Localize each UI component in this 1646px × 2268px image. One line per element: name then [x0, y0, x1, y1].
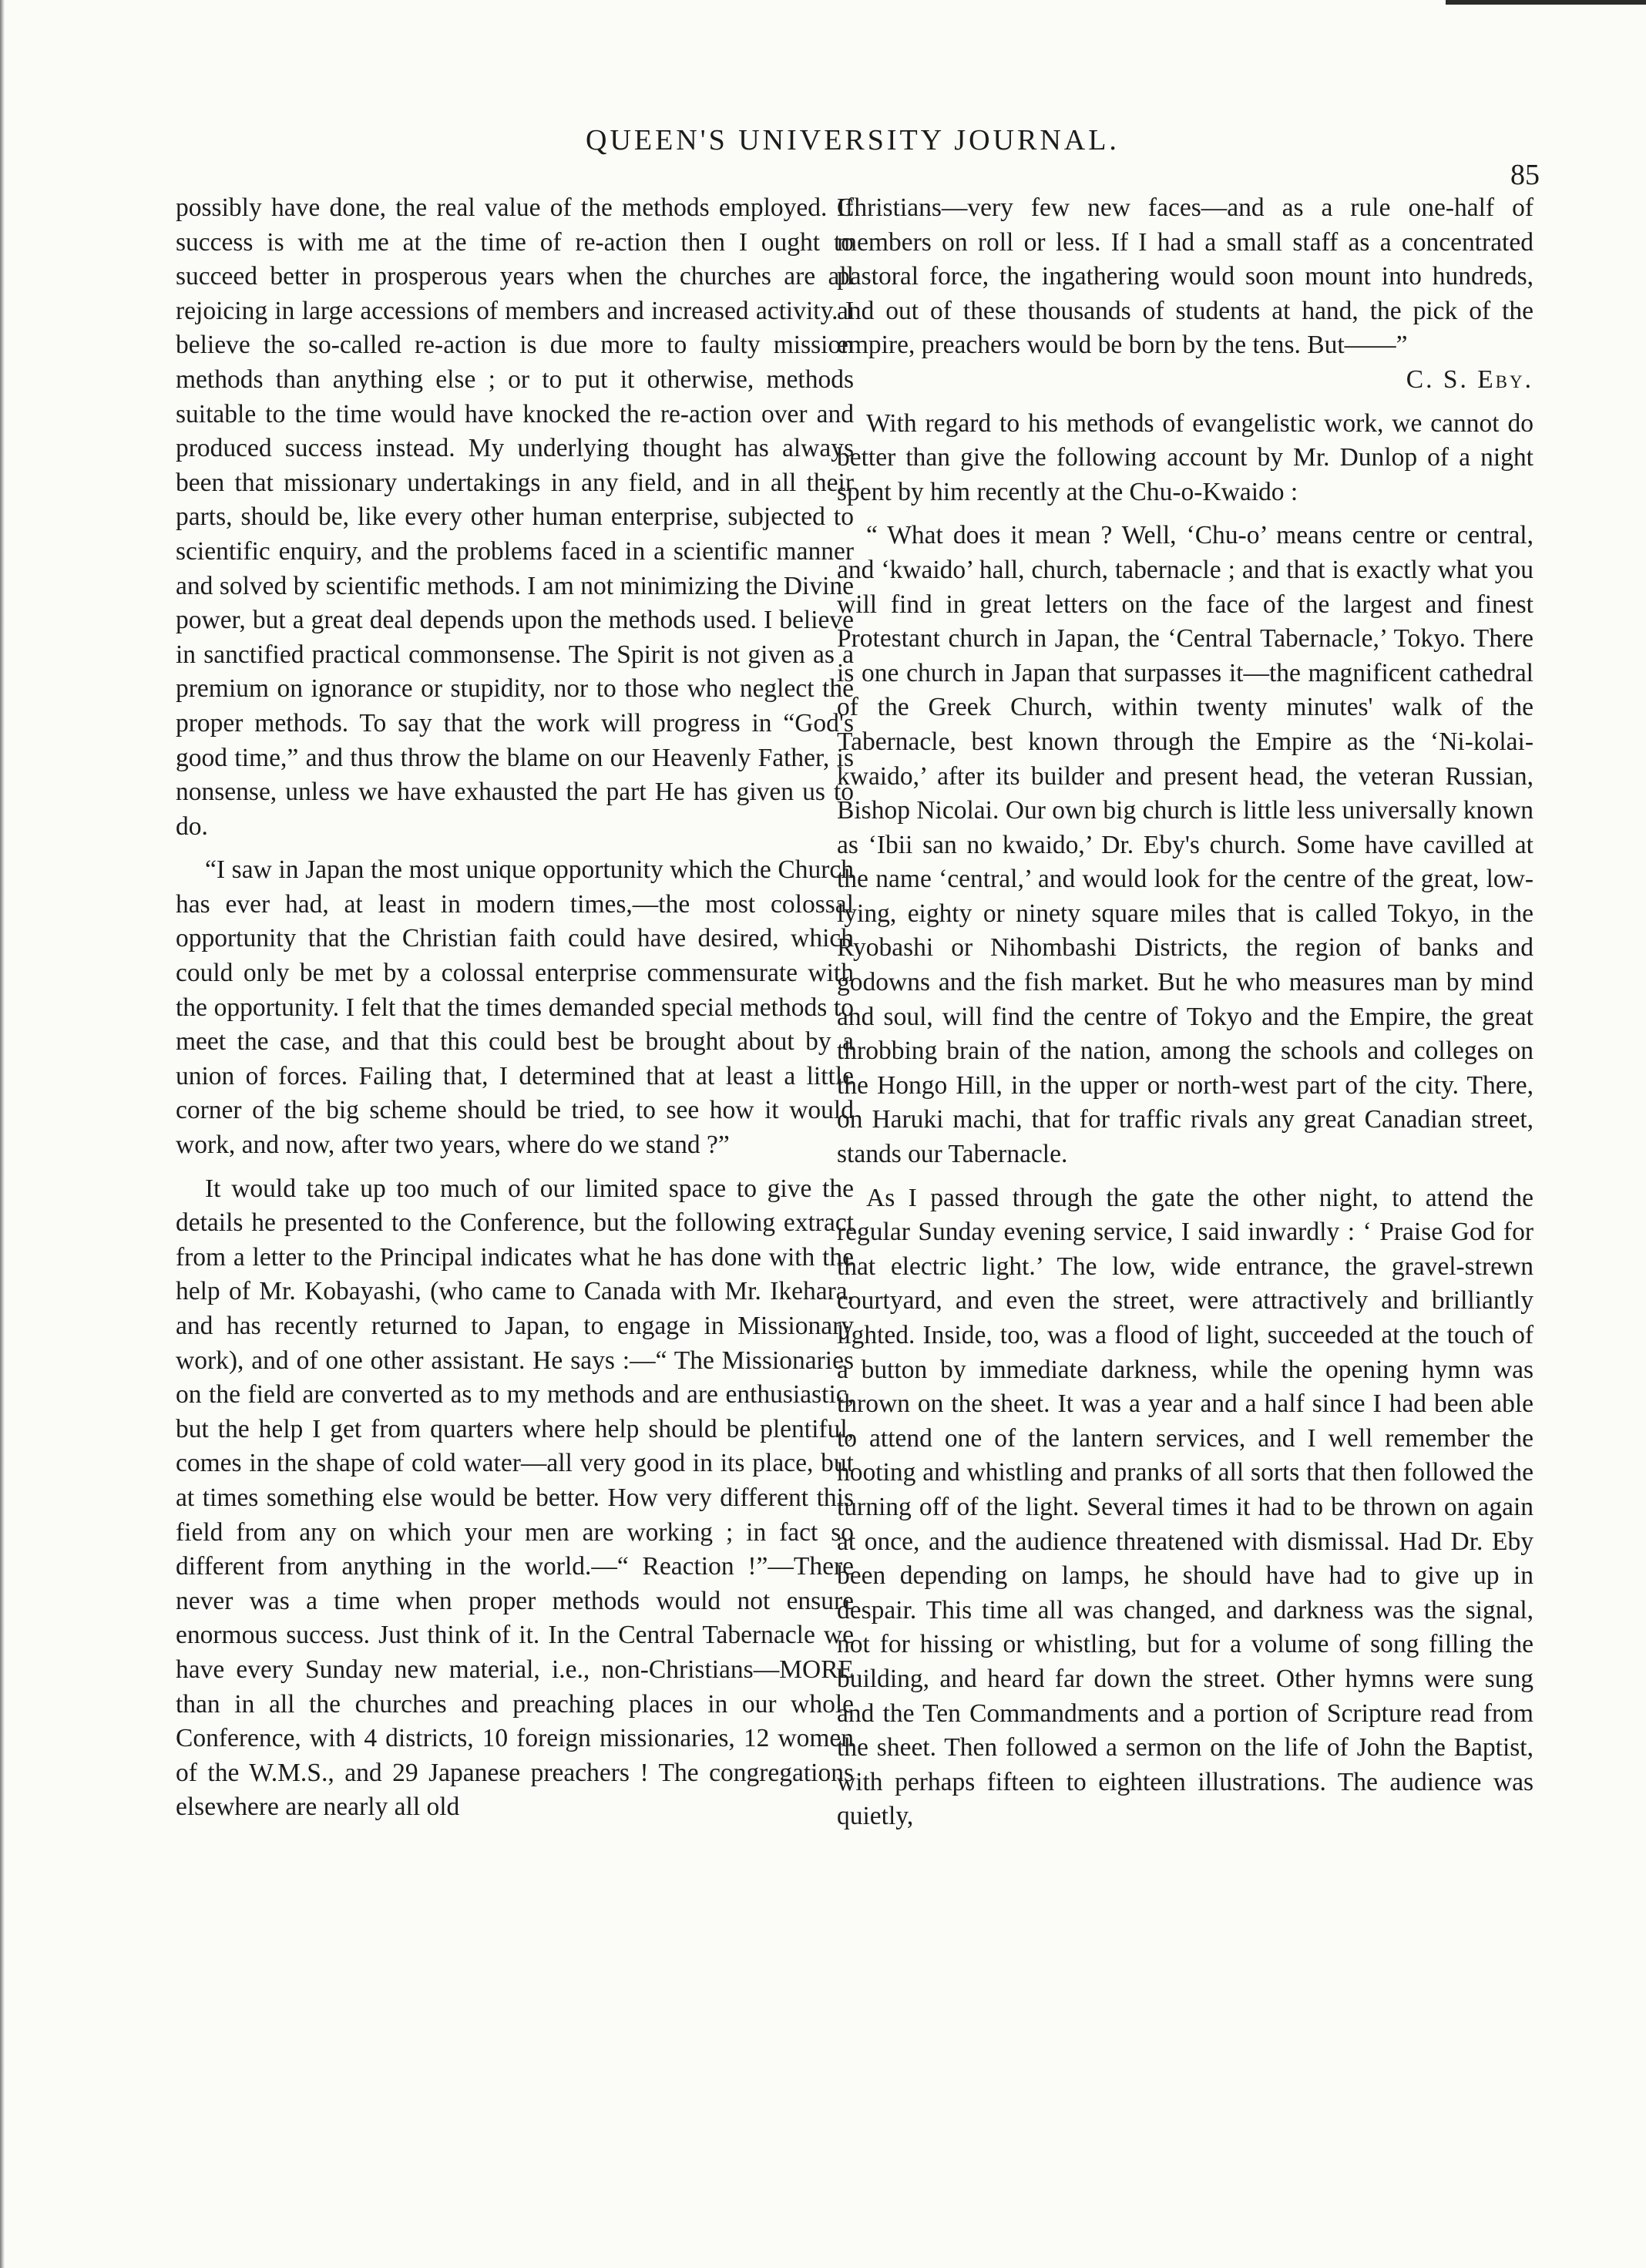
paragraph: As I passed through the gate the other night, to attend the regular Sunday evening service, I said inwardly : ‘ Praise God for that electric light.’ The low, wide entrance, the gravel-strewn courtyard, and even the street, were attractively and brilliantly lighted. Inside, too, was a flood of light, succeeded at the touch of a button by immediate darkness, while the opening hymn was thrown on the sheet. It was a year and a half since I had been able to attend one of the lantern services, and I well remember the hooting and whistling and pranks of all sorts that then followed the turning off of the light. Several times it had to be thrown on again at once, and the audience threatened with dismissal. Had Dr. Eby been depending on lamps, he should have had to give up in despair. This time all was changed, and darkness was the signal, not for hissing or whistling, but for a volume of song filling the building, and heard far down the street. Other hymns were sung and the Ten Commandments and a portion of Scripture read from the sheet. Then followed a sermon on the life of John the Baptist, with perhaps fifteen to eighteen illustrations. The audience was quietly,	[837, 1183, 1533, 1831]
scan-edge-left	[0, 0, 5, 2268]
scan-edge-top	[1446, 0, 1646, 5]
right-column	[837, 191, 1533, 1834]
left-column	[176, 191, 854, 1825]
running-head: QUEEN'S UNIVERSITY JOURNAL.	[586, 124, 1120, 156]
paragraph: “ What does it mean ? Well, ‘Chu-o’ means centre or central, and ‘kwaido’ hall, church, tabernacle ; and that is exactly what you will find in great letters on the face of the largest and finest Protestant church in Japan, the ‘Central Tabernacle,’ Tokyo. There is one church in Japan that surpasses it—the magnificent cathedral of the Greek Church, within twenty minutes' walk of the Tabernacle, best known through the Empire as the ‘Ni-kolai-kwaido,’ after its builder and present head, the veteran Russian, Bishop Nicolai. Our own big church is little less universally known as ‘Ibii san no kwaido,’ Dr. Eby's church. Some have cavilled at the name ‘central,’ and would look for the centre of the great, low-lying, eighty or ninety square miles that is called Tokyo, in the Ryobashi or Nihombashi Districts, the region of banks and godowns and the fish market. But he who measures man by mind and soul, will find the centre of Tokyo and the Empire, the great throbbing brain of the nation, among the schools and colleges on the Hongo Hill, in the upper or north-west part of the city. There, on Haruki machi, that for traffic rivals any great Canadian street, stands our Tabernacle.	[837, 521, 1533, 1169]
letter-end: Christians—very few new faces—and as a rule one-half of members on roll or less. If I had a small staff as a concentrated pastoral force, the ingathering would soon mount into hundreds, and out of these thousands of students at hand, the pick of the empire, preachers would be born by the tens. But——”	[837, 193, 1533, 360]
paragraph: It would take up too much of our limited space to give the details he presented to the Conference, but the following extract from a letter to the Principal indicates what he has done with the help of Mr. Kobayashi, (who came to Canada with Mr. Ikehara, and has recently returned to Japan, to engage in Missionary work), and of one other assistant. He says :—“ The Missionaries on the field are converted as to my methods and are enthusiastic, but the help I get from quarters where help should be plentiful, comes in the shape of cold water—all very good in its place, but at times something else would be better. How very different this field from any on which your men are working ; in fact so different from anything in the world.—“ Reaction !”—There never was a time when proper methods would not ensure enormous success. Just think of it. In the Central Tabernacle we have every Sunday new material, i.e., non-Christians—MORE than in all the churches and preaching places in our whole Conference, with 4 districts, 10 foreign missionaries, 12 women of the W.M.S., and 29 Japanese preachers ! The congregations elsewhere are nearly all old	[176, 1174, 854, 1822]
paragraph: With regard to his methods of evangelistic work, we cannot do better than give the following account by Mr. Dunlop of a night spent by him recently at the Chu-o-Kwaido :	[837, 408, 1533, 506]
paragraph: possibly have done, the real value of the methods employed. If success is with me at the time of re-action then I ought to succeed better in prosperous years when the churches are all rejoicing in large accessions of members and increased activity. I believe the so-called re-action is due more to faulty mission methods than anything else ; or to put it otherwise, methods suitable to the time would have knocked the re-action over and produced success instead. My underlying thought has always been that missionary undertakings in any field, and in all their parts, should be, like every other human enterprise, subjected to scientific enquiry, and the problems faced in a scientific manner and solved by scientific methods. I am not minimizing the Divine power, but a great deal depends upon the methods used. I believe in sanctified practical commonsense. The Spirit is not given as a premium on ignorance or stupidity, nor to those who neglect the proper methods. To say that the work will progress in “God's good time,” and thus throw the blame on our Heavenly Father, is nonsense, unless we have exhausted the part He has given us to do.	[176, 193, 854, 841]
page-number: 85	[1510, 159, 1540, 191]
signature: C. S. Eby.	[1406, 365, 1533, 394]
paragraph: “I saw in Japan the most unique opportunity which the Church has ever had, at least in modern times,—the most colossal opportunity that the Christian faith could have desired, which could only be met by a colossal enterprise commensurate with the opportunity. I felt that the times demanded special methods to meet the case, and that this could best be brought about by a union of forces. Failing that, I determined that at least a little corner of the big scheme should be tried, to see how it would work, and now, after two years, where do we stand ?”	[176, 855, 854, 1160]
